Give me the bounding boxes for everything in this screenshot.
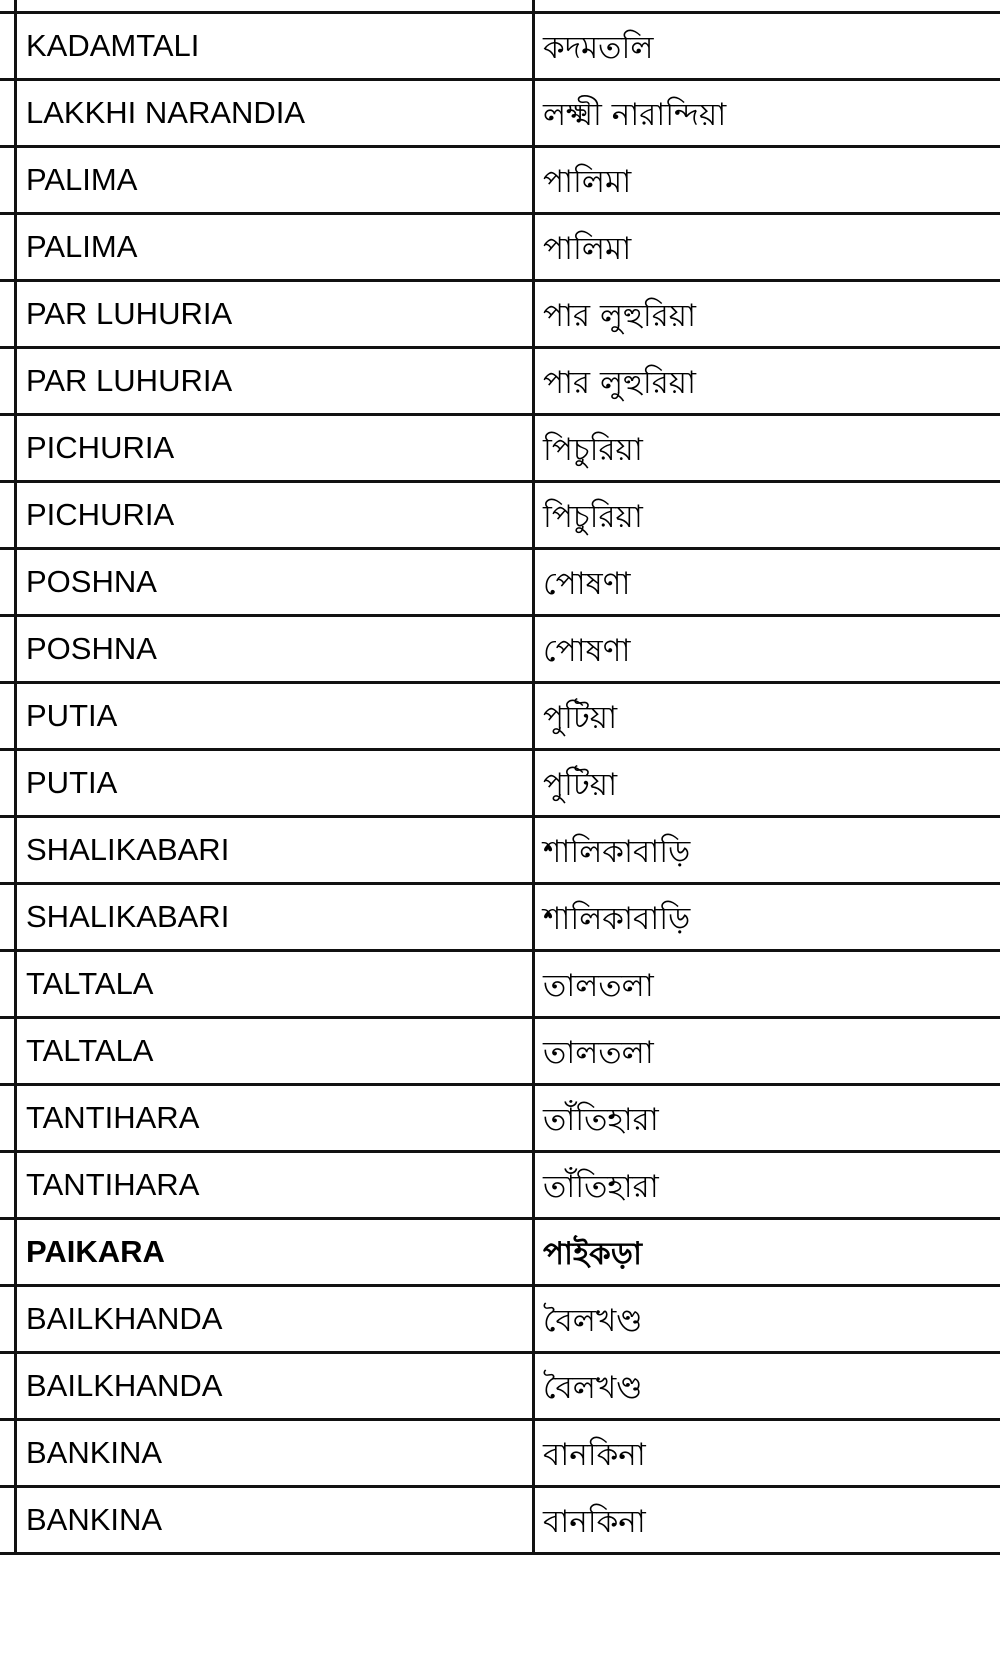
table-row [0,749,1000,816]
english-name-cell: POSHNA [16,615,534,682]
table-row [0,1218,1000,1285]
bengali-name-cell: শালিকাবাড়ি [534,816,1000,883]
english-name-cell: PICHURIA [16,481,534,548]
english-name-cell: TALTALA [16,950,534,1017]
left-margin-cell [0,12,16,79]
table-row [0,146,1000,213]
bengali-name-cell: তাঁতিহারা [534,1151,1000,1218]
table-row [0,1352,1000,1419]
english-name-cell: TANTIHARA [16,1084,534,1151]
left-margin-cell [0,280,16,347]
left-margin-cell [0,213,16,280]
bengali-name-cell: বৈলখণ্ড [534,1285,1000,1352]
left-margin-cell [0,1486,16,1553]
bengali-name-cell: বানকিনা [534,1486,1000,1553]
bengali-name-cell: পোষণা [534,548,1000,615]
bengali-name-cell: বৈলখণ্ড [534,1352,1000,1419]
bengali-name-cell: তালতলা [534,950,1000,1017]
english-name-cell: BAILKHANDA [16,1352,534,1419]
table-row [0,1285,1000,1352]
left-margin-cell [0,749,16,816]
table-row [0,213,1000,280]
left-margin-cell [0,1218,16,1285]
english-name-cell: BANKINA [16,1486,534,1553]
left-margin-cell [0,1352,16,1419]
english-name-cell: SHALIKABARI [16,883,534,950]
bengali-name-cell: পালিমা [534,146,1000,213]
table-row [0,280,1000,347]
bengali-name-cell: পাইকড়া [534,1218,1000,1285]
left-margin-cell [0,481,16,548]
table-row [0,816,1000,883]
left-margin-cell [0,548,16,615]
table-row [0,347,1000,414]
left-margin-cell [0,883,16,950]
bengali-name-cell: বানকিনা [534,1419,1000,1486]
table-row [0,615,1000,682]
bengali-name-cell: শালিকাবাড়ি [534,883,1000,950]
left-margin-cell [0,146,16,213]
english-name-cell: PAR LUHURIA [16,280,534,347]
bengali-name-cell: পালিমা [534,213,1000,280]
english-name-cell: POSHNA [16,548,534,615]
english-name-cell: PALIMA [16,213,534,280]
english-name-cell: PAR LUHURIA [16,347,534,414]
english-name-cell: PALIMA [16,146,534,213]
bengali-name-cell: পার লুহুরিয়া [534,347,1000,414]
bengali-name-cell: লক্ষ্মী নারান্দিয়া [534,79,1000,146]
bengali-name-cell: পুটিয়া [534,682,1000,749]
left-margin-cell [0,1084,16,1151]
left-margin-cell [0,0,16,12]
bengali-name-cell: তাঁতিহারা [534,1084,1000,1151]
english-name-cell [16,0,534,12]
table-row [0,79,1000,146]
table-row [0,1084,1000,1151]
table-row [0,481,1000,548]
left-margin-cell [0,1285,16,1352]
bengali-name-cell: পিচুরিয়া [534,414,1000,481]
bengali-name-cell: পিচুরিয়া [534,481,1000,548]
left-margin-cell [0,414,16,481]
bengali-name-cell [534,0,1000,12]
left-margin-cell [0,1151,16,1218]
left-margin-cell [0,347,16,414]
table-row [0,1017,1000,1084]
english-name-cell: PUTIA [16,682,534,749]
left-margin-cell [0,816,16,883]
english-name-cell: LAKKHI NARANDIA [16,79,534,146]
table-top-edge-row [0,0,1000,12]
bengali-name-cell: কদমতলি [534,12,1000,79]
english-name-cell: BAILKHANDA [16,1285,534,1352]
table-row [0,548,1000,615]
english-name-cell: TALTALA [16,1017,534,1084]
table-row [0,12,1000,79]
left-margin-cell [0,1419,16,1486]
table-row [0,414,1000,481]
left-margin-cell [0,79,16,146]
english-name-cell: PAIKARA [16,1218,534,1285]
english-name-cell: BANKINA [16,1419,534,1486]
english-name-cell: PUTIA [16,749,534,816]
bengali-name-cell: পার লুহুরিয়া [534,280,1000,347]
english-name-cell: SHALIKABARI [16,816,534,883]
left-margin-cell [0,950,16,1017]
table-row [0,1486,1000,1553]
english-name-cell: TANTIHARA [16,1151,534,1218]
english-name-cell: PICHURIA [16,414,534,481]
table-row [0,1419,1000,1486]
bengali-name-cell: তালতলা [534,1017,1000,1084]
table-row [0,682,1000,749]
left-margin-cell [0,682,16,749]
table-row [0,950,1000,1017]
english-name-cell: KADAMTALI [16,12,534,79]
table-row [0,1151,1000,1218]
bengali-name-cell: পুটিয়া [534,749,1000,816]
table-row [0,883,1000,950]
bengali-name-cell: পোষণা [534,615,1000,682]
left-margin-cell [0,615,16,682]
left-margin-cell [0,1017,16,1084]
